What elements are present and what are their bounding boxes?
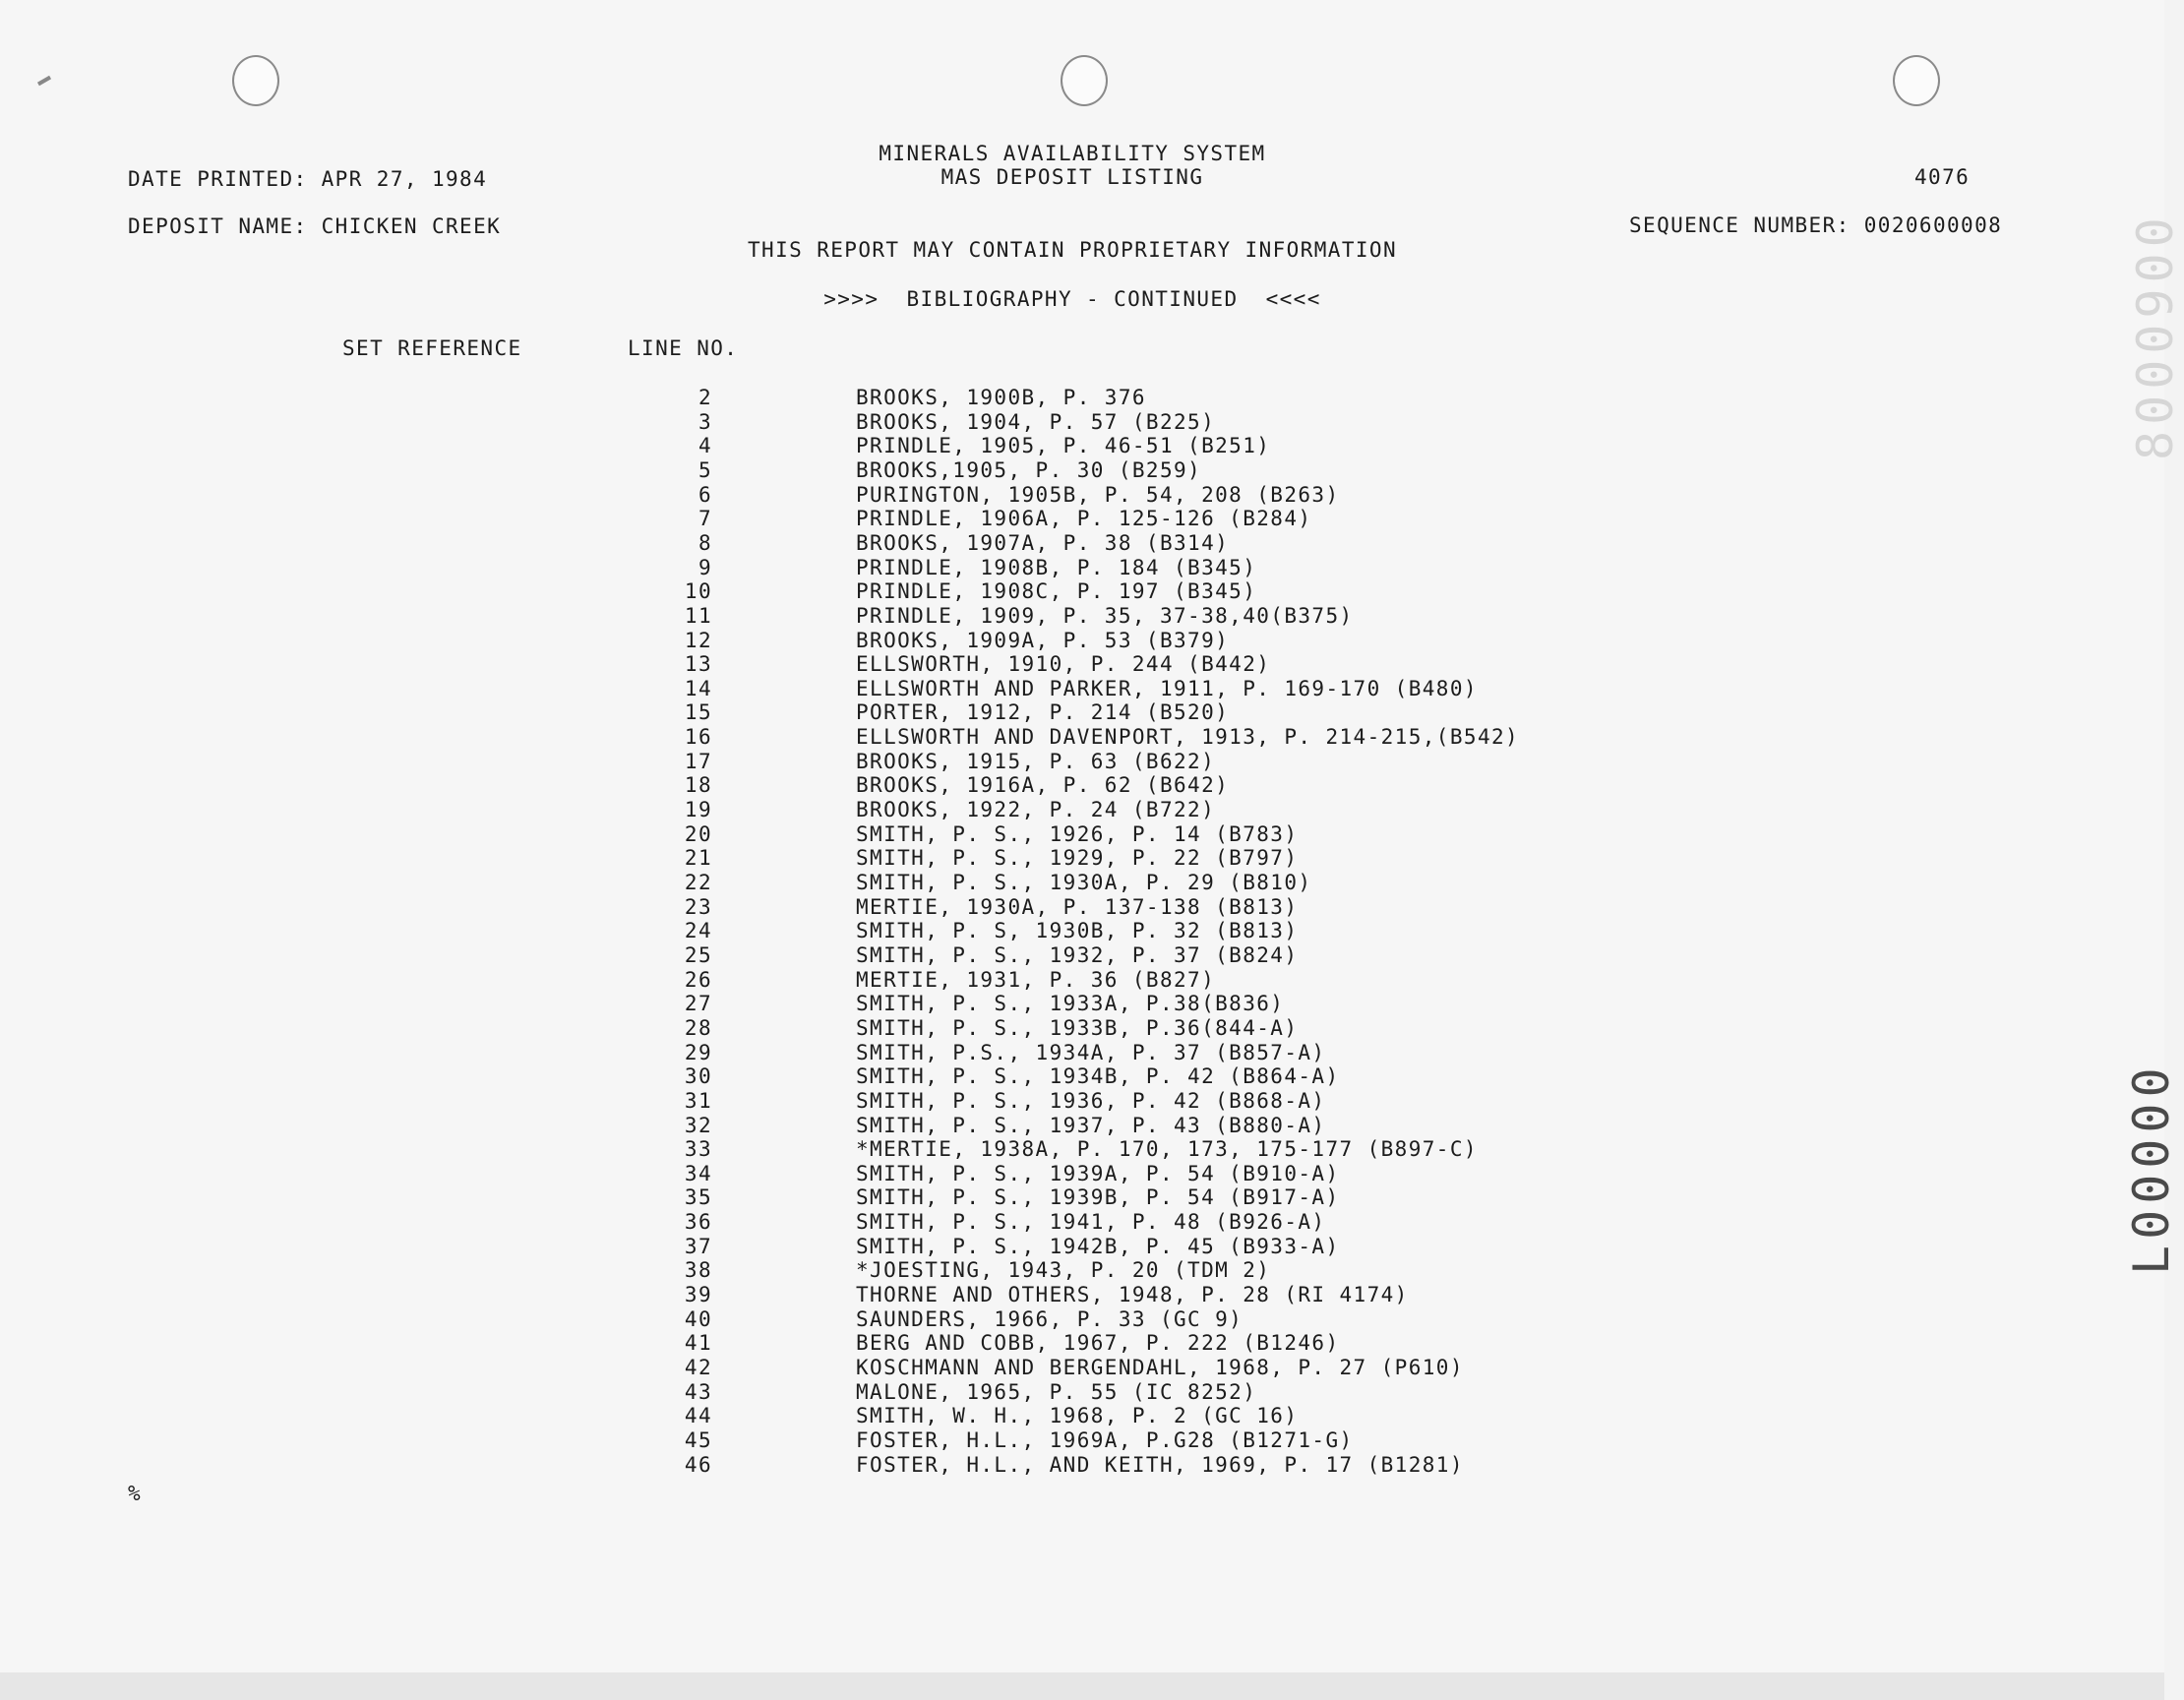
bibliography-row xyxy=(0,700,1672,725)
reference-text: ELLSWORTH AND PARKER, 1911, P. 169-170 (B480) xyxy=(856,676,1478,700)
bibliography-row xyxy=(0,1185,1672,1210)
bibliography-row xyxy=(0,677,1672,701)
reference-text: SMITH, P. S., 1934B, P. 42 (B864-A) xyxy=(856,1064,1340,1089)
bibliography-row xyxy=(0,1258,1672,1283)
bibliography-row xyxy=(0,1089,1672,1114)
bibliography-row xyxy=(0,992,1672,1016)
reference-text: *JOESTING, 1943, P. 20 (TDM 2) xyxy=(856,1258,1271,1283)
line-number: 41 xyxy=(684,1331,712,1356)
line-number: 42 xyxy=(684,1356,712,1379)
line-number: 34 xyxy=(684,1161,712,1185)
system-title: MINERALS AVAILABILITY SYSTEM xyxy=(879,142,1266,165)
bibliography-row xyxy=(0,1210,1672,1235)
line-number: 46 xyxy=(684,1452,712,1477)
reference-text: SMITH, P. S., 1942B, P. 45 (B933-A) xyxy=(856,1234,1340,1258)
line-number: 20 xyxy=(684,821,712,846)
line-number: 13 xyxy=(684,652,712,677)
bibliography-row xyxy=(0,531,1672,556)
reference-text: PRINDLE, 1909, P. 35, 37-38,40(B375) xyxy=(856,603,1354,628)
reference-text: SMITH, P.S., 1934A, P. 37 (B857-A) xyxy=(856,1040,1326,1064)
bibliography-row xyxy=(0,386,1672,410)
line-number: 3 xyxy=(698,409,712,434)
line-number: 11 xyxy=(684,603,712,628)
bibliography-row xyxy=(0,604,1672,629)
reference-text: PRINDLE, 1908B, P. 184 (B345) xyxy=(856,555,1257,579)
line-number: 16 xyxy=(684,725,712,750)
line-number: 40 xyxy=(684,1306,712,1331)
reference-text: SMITH, P. S., 1930A, P. 29 (B810) xyxy=(856,871,1312,894)
bibliography-row xyxy=(0,1114,1672,1138)
reference-text: SMITH, P. S., 1939B, P. 54 (B917-A) xyxy=(856,1185,1340,1210)
line-number: 28 xyxy=(684,1015,712,1040)
reference-text: SMITH, P. S., 1941, P. 48 (B926-A) xyxy=(856,1210,1326,1235)
reference-text: BROOKS, 1916A, P. 62 (B642) xyxy=(856,773,1230,798)
margin-stamp: L00000 xyxy=(2123,1062,2180,1275)
line-number: 15 xyxy=(684,700,712,725)
reference-text: SMITH, P. S., 1926, P. 14 (B783) xyxy=(856,821,1299,846)
bibliography-row xyxy=(0,579,1672,604)
line-number: 12 xyxy=(684,628,712,652)
bibliography-row xyxy=(0,483,1672,508)
reference-text: SMITH, P. S., 1937, P. 43 (B880-A) xyxy=(856,1113,1326,1137)
reference-text: SMITH, P. S, 1930B, P. 32 (B813) xyxy=(856,919,1299,943)
bibliography-row xyxy=(0,1356,1672,1380)
reference-text: BERG AND COBB, 1967, P. 222 (B1246) xyxy=(856,1331,1340,1356)
reference-text: SMITH, P. S., 1939A, P. 54 (B910-A) xyxy=(856,1161,1340,1185)
reference-text: SMITH, W. H., 1968, P. 2 (GC 16) xyxy=(856,1404,1299,1428)
bibliography-row xyxy=(0,846,1672,871)
line-no-header: LINE NO. xyxy=(628,336,739,360)
reference-text: BROOKS, 1904, P. 57 (B225) xyxy=(856,409,1216,434)
page-number: 4076 xyxy=(1914,165,1971,189)
bibliography-row xyxy=(0,1283,1672,1307)
line-number: 31 xyxy=(684,1088,712,1113)
reference-text: KOSCHMANN AND BERGENDAHL, 1968, P. 27 (P610) xyxy=(856,1356,1464,1379)
line-number: 39 xyxy=(684,1283,712,1307)
line-number: 25 xyxy=(684,942,712,967)
reference-text: ELLSWORTH AND DAVENPORT, 1913, P. 214-215,(B542) xyxy=(856,725,1520,750)
line-number: 43 xyxy=(684,1379,712,1404)
reference-text: SMITH, P. S., 1932, P. 37 (B824) xyxy=(856,942,1299,967)
reference-text: MALONE, 1965, P. 55 (IC 8252) xyxy=(856,1379,1257,1404)
line-number: 19 xyxy=(684,798,712,822)
reference-text: THORNE AND OTHERS, 1948, P. 28 (RI 4174) xyxy=(856,1283,1409,1307)
line-number: 35 xyxy=(684,1185,712,1210)
line-number: 27 xyxy=(684,992,712,1016)
bibliography-row xyxy=(0,943,1672,968)
line-number: 5 xyxy=(698,457,712,482)
reference-text: BROOKS,1905, P. 30 (B259) xyxy=(856,457,1202,482)
line-number: 26 xyxy=(684,967,712,992)
date-printed: DATE PRINTED: APR 27, 1984 xyxy=(128,167,488,191)
bibliography-row xyxy=(0,1307,1672,1332)
line-number: 6 xyxy=(698,482,712,507)
bibliography-row xyxy=(0,629,1672,653)
sequence-number: SEQUENCE NUMBER: 0020600008 xyxy=(1629,213,2003,237)
deposit-name: DEPOSIT NAME: CHICKEN CREEK xyxy=(128,214,502,238)
bibliography-row xyxy=(0,1404,1672,1428)
bibliography-row xyxy=(0,410,1672,435)
reference-text: BROOKS, 1915, P. 63 (B622) xyxy=(856,749,1216,773)
reference-text: BROOKS, 1922, P. 24 (B722) xyxy=(856,798,1216,822)
bibliography-row xyxy=(0,458,1672,483)
bibliography-row xyxy=(0,725,1672,750)
line-number: 36 xyxy=(684,1210,712,1235)
line-number: 4 xyxy=(698,434,712,458)
end-mark: % xyxy=(128,1482,143,1505)
bibliography-row xyxy=(0,434,1672,458)
section-title: >>>> BIBLIOGRAPHY - CONTINUED <<<< xyxy=(823,287,1321,311)
listing-title: MAS DEPOSIT LISTING xyxy=(940,165,1204,189)
reference-text: PRINDLE, 1906A, P. 125-126 (B284) xyxy=(856,507,1312,531)
line-number: 38 xyxy=(684,1258,712,1283)
bibliography-row xyxy=(0,822,1672,847)
bibliography-row xyxy=(0,1041,1672,1065)
bibliography-row xyxy=(0,1064,1672,1089)
reference-text: ELLSWORTH, 1910, P. 244 (B442) xyxy=(856,652,1271,677)
bibliography-row xyxy=(0,895,1672,920)
reference-text: PRINDLE, 1905, P. 46-51 (B251) xyxy=(856,434,1271,458)
reference-text: MERTIE, 1931, P. 36 (B827) xyxy=(856,967,1216,992)
line-number: 24 xyxy=(684,919,712,943)
set-reference-header: SET REFERENCE xyxy=(342,336,522,360)
punch-hole-right xyxy=(1893,55,1940,106)
line-number: 30 xyxy=(684,1064,712,1089)
line-number: 10 xyxy=(684,579,712,604)
reference-text: BROOKS, 1907A, P. 38 (B314) xyxy=(856,530,1230,555)
line-number: 9 xyxy=(698,555,712,579)
reference-text: PRINDLE, 1908C, P. 197 (B345) xyxy=(856,579,1257,604)
reference-text: FOSTER, H.L., 1969A, P.G28 (B1271-G) xyxy=(856,1427,1354,1452)
line-number: 14 xyxy=(684,676,712,700)
line-number: 8 xyxy=(698,530,712,555)
reference-text: FOSTER, H.L., AND KEITH, 1969, P. 17 (B1281) xyxy=(856,1452,1464,1477)
reference-text: PORTER, 1912, P. 214 (B520) xyxy=(856,700,1230,725)
bibliography-row xyxy=(0,773,1672,798)
reference-text: SMITH, P. S., 1933A, P.38(B836) xyxy=(856,992,1285,1016)
bibliography-row xyxy=(0,1453,1672,1478)
line-number: 2 xyxy=(698,386,712,409)
reference-text: MERTIE, 1930A, P. 137-138 (B813) xyxy=(856,894,1299,919)
line-number: 44 xyxy=(684,1404,712,1428)
bibliography-row xyxy=(0,1235,1672,1259)
line-number: 37 xyxy=(684,1234,712,1258)
reference-text: *MERTIE, 1938A, P. 170, 173, 175-177 (B897-C) xyxy=(856,1137,1478,1162)
line-number: 33 xyxy=(684,1137,712,1162)
scan-bottom-edge xyxy=(0,1672,2164,1700)
punch-hole-center xyxy=(1061,55,1108,106)
punch-hole-left xyxy=(232,55,279,106)
bibliography-row xyxy=(0,507,1672,531)
bibliography-row xyxy=(0,750,1672,774)
proprietary-notice: THIS REPORT MAY CONTAIN PROPRIETARY INFORMATION xyxy=(747,238,1398,262)
bibliography-row xyxy=(0,1162,1672,1186)
bibliography-row xyxy=(0,968,1672,993)
bibliography-row xyxy=(0,556,1672,580)
bibliography-row xyxy=(0,1428,1672,1453)
line-number: 29 xyxy=(684,1040,712,1064)
reference-text: SMITH, P. S., 1929, P. 22 (B797) xyxy=(856,846,1299,871)
line-number: 17 xyxy=(684,749,712,773)
reference-text: SMITH, P. S., 1933B, P.36(844-A) xyxy=(856,1015,1299,1040)
reference-text: PURINGTON, 1905B, P. 54, 208 (B263) xyxy=(856,482,1340,507)
reference-text: BROOKS, 1909A, P. 53 (B379) xyxy=(856,628,1230,652)
bibliography-row xyxy=(0,1331,1672,1356)
bibliography-row xyxy=(0,871,1672,895)
bibliography-row xyxy=(0,1016,1672,1041)
reference-text: BROOKS, 1900B, P. 376 xyxy=(856,386,1146,409)
margin-stamp-faint: 8000900 xyxy=(2127,212,2184,460)
bibliography-row xyxy=(0,652,1672,677)
line-number: 23 xyxy=(684,894,712,919)
bibliography-row xyxy=(0,798,1672,822)
line-number: 32 xyxy=(684,1113,712,1137)
bibliography-row xyxy=(0,1137,1672,1162)
reference-text: SAUNDERS, 1966, P. 33 (GC 9) xyxy=(856,1306,1244,1331)
line-number: 45 xyxy=(684,1427,712,1452)
line-number: 21 xyxy=(684,846,712,871)
bibliography-row xyxy=(0,1380,1672,1405)
bibliography-row xyxy=(0,919,1672,943)
line-number: 22 xyxy=(684,871,712,894)
line-number: 7 xyxy=(698,507,712,531)
reference-text: SMITH, P. S., 1936, P. 42 (B868-A) xyxy=(856,1088,1326,1113)
line-number: 18 xyxy=(684,773,712,798)
